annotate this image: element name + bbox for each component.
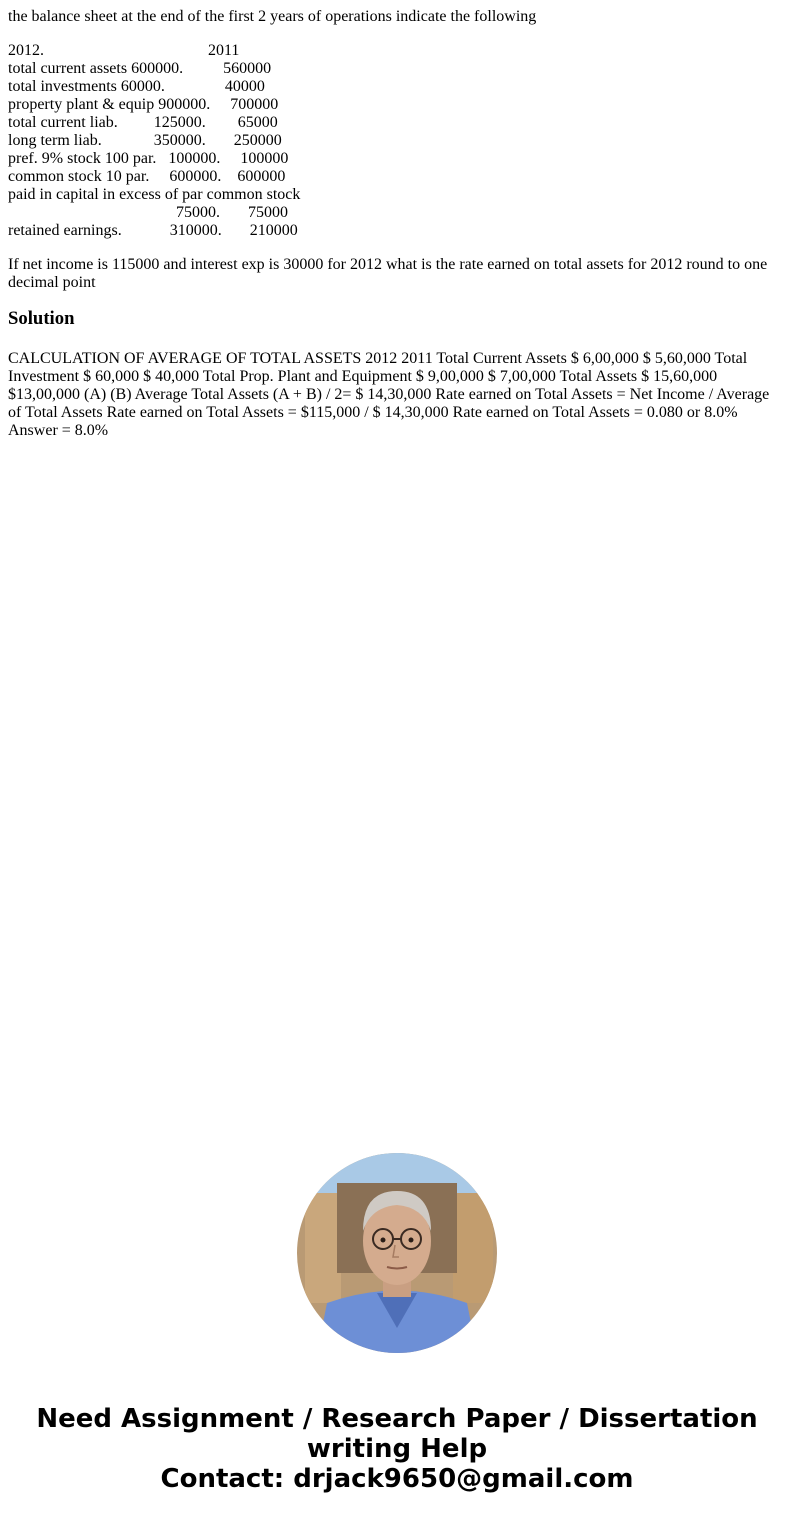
solution-heading: Solution: [8, 308, 75, 329]
promo-line-1: Need Assignment / Research Paper / Dissertation: [36, 1404, 758, 1434]
promo-banner: [0, 1404, 794, 1494]
promo-contact: Contact: drjack9650@gmail.com: [160, 1464, 634, 1494]
content: [8, 8, 786, 440]
author-photo: [297, 1153, 497, 1353]
solution-text: CALCULATION OF AVERAGE OF TOTAL ASSETS 2012 2011 Total Current Assets $ 6,00,000 $ 5,60,000 Total Investment $ 60,000 $ 40,000 Total Prop. Plant and Equipment $ 9,00,000 $ 7,00,000 Total Assets $ 15,60,000 $13,00,000 (A) (B) Average Total Assets (A + B) / 2= $ 14,30,000 Rate earned on Total Assets = Net Income / Average of Total Assets Rate earned on Total Assets = $115,000 / $ 14,30,000 Rate earned on Total Assets = 0.080 or 8.0% Answer = 8.0%: [8, 350, 770, 439]
author-avatar: [297, 1153, 497, 1353]
balance-sheet-data: 2012. 2011 total current assets 600000. 560000 total investments 60000. 40000 property plant & equip 900000. 700000 total current liab. 125000. 65000 long term liab. 350000. 250000 pref. 9% stock 100 par. 100000. 100000 common stock 10 par. 600000. 600000 paid in capital in excess of par common stock 75000. 75000 retained earnings. 310000. 210000: [8, 42, 301, 239]
question-text: If net income is 115000 and interest exp is 30000 for 2012 what is the rate earned on total assets for 2012 round to one decimal point: [8, 256, 768, 291]
promo-line-2: writing Help: [306, 1434, 488, 1464]
question-intro: the balance sheet at the end of the first 2 years of operations indicate the following: [8, 8, 537, 25]
